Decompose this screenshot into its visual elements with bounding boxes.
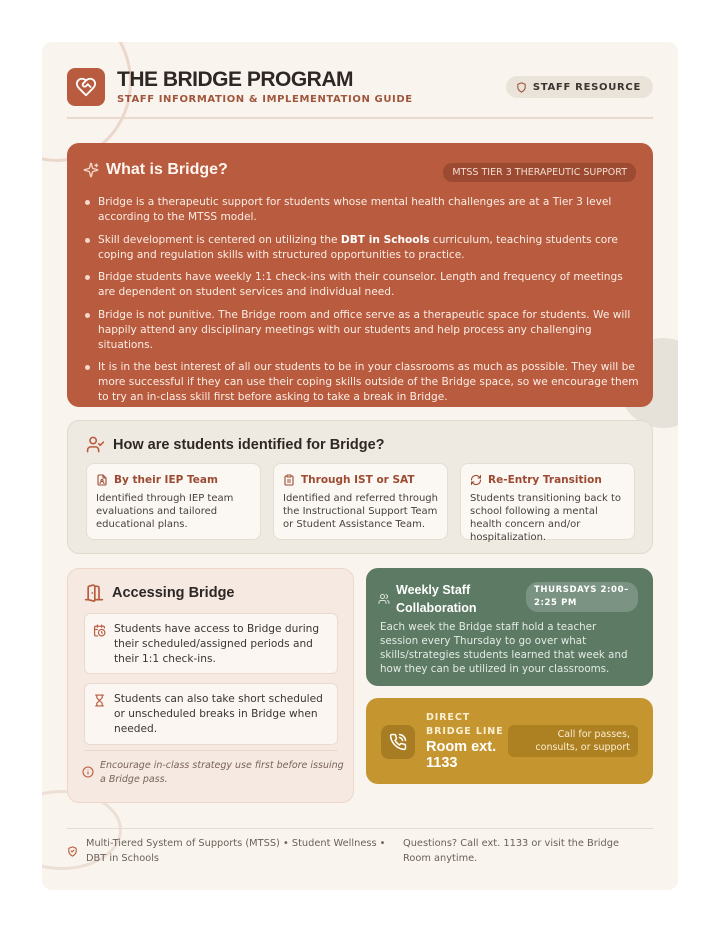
header bbox=[67, 68, 653, 118]
footer-divider bbox=[67, 828, 653, 829]
footer-topics: Multi-Tiered System of Supports (MTSS) • Student Wellness • DBT in Schools bbox=[86, 838, 386, 864]
what-is-bridge-list bbox=[83, 195, 639, 413]
weekly-collaboration-heading bbox=[378, 581, 506, 617]
access-item-breaks-text: Students can also take short scheduled or unscheduled breaks in Bridge when needed. bbox=[114, 693, 323, 735]
identification-card bbox=[67, 420, 653, 554]
dbt-in-schools-emphasis: DBT in Schools bbox=[340, 233, 430, 246]
access-item-scheduled bbox=[84, 613, 338, 674]
shield-icon bbox=[516, 82, 527, 93]
mtss-tier-badge: MTSS TIER 3 THERAPEUTIC SUPPORT bbox=[443, 163, 636, 182]
door-icon bbox=[84, 583, 104, 603]
page-subtitle: STAFF INFORMATION & IMPLEMENTATION GUIDE bbox=[117, 94, 413, 105]
direct-line-extension: Room ext. 1133 bbox=[426, 739, 497, 771]
iep-team-text: Identified through IEP team evaluations and tailored educational plans. bbox=[96, 493, 234, 530]
call-note-badge: Call for passes, consults, or support bbox=[508, 725, 638, 757]
file-user-icon bbox=[96, 474, 108, 486]
sparkles-icon bbox=[83, 162, 99, 178]
accessing-note-text: Encourage in-class strategy use first before issuing a Bridge pass. bbox=[100, 760, 344, 785]
bridge-bullet-3: Bridge students have weekly 1:1 check-ins with their counselor. Length and frequency of meetings are dependent on student services and individual need. bbox=[83, 270, 639, 300]
hourglass-icon bbox=[93, 694, 106, 707]
accessing-divider bbox=[84, 750, 338, 751]
weekly-collaboration-text: Each week the Bridge staff hold a teacher session every Thursday to go over what skills/strategies students learned that week and how they can be utilized in your classrooms. bbox=[380, 621, 628, 675]
weekly-collaboration-title: Weekly Staff Collaboration bbox=[396, 583, 477, 615]
accessing-bridge-card bbox=[67, 568, 354, 803]
identification-title: How are students identified for Bridge? bbox=[113, 436, 385, 453]
clipboard-icon bbox=[283, 474, 295, 486]
access-item-scheduled-text: Students have access to Bridge during their scheduled/assigned periods and their 1:1 check-ins. bbox=[114, 623, 320, 665]
ist-sat-title: Through IST or SAT bbox=[301, 474, 415, 486]
access-item-breaks bbox=[84, 683, 338, 745]
ist-sat-heading bbox=[283, 474, 415, 486]
bridge-bullet-1: Bridge is a therapeutic support for students whose mental health challenges are at a Tier 3 level according to the MTSS model. bbox=[83, 195, 639, 225]
page-title: THE BRIDGE PROGRAM bbox=[117, 68, 354, 91]
direct-line-card bbox=[366, 698, 653, 784]
re-entry-title: Re-Entry Transition bbox=[488, 474, 602, 486]
users-icon bbox=[378, 593, 390, 605]
page bbox=[42, 42, 678, 890]
footer-left bbox=[67, 836, 387, 866]
weekly-collaboration-card bbox=[366, 568, 653, 686]
iep-team-title: By their IEP Team bbox=[114, 474, 218, 486]
staff-resource-badge bbox=[506, 76, 653, 98]
bullet-text: Skill development is centered on utilizing the bbox=[98, 233, 341, 246]
calendar-clock-icon bbox=[93, 624, 106, 637]
info-icon bbox=[82, 766, 94, 778]
staff-resource-label: STAFF RESOURCE bbox=[532, 81, 641, 93]
what-is-bridge-heading bbox=[83, 161, 228, 179]
identification-heading bbox=[86, 435, 385, 454]
bridge-bullet-5: It is in the best interest of all our students to be in your classrooms as much as possible. They will be more successful if they can use their coping skills outside of the Bridge space, so we encourage them to try an in-class skill first before asking to take a break in Bridge. bbox=[83, 360, 639, 405]
direct-line-label: DIRECT BRIDGE LINE bbox=[426, 712, 504, 737]
accessing-bridge-title: Accessing Bridge bbox=[112, 585, 235, 601]
user-check-icon bbox=[86, 435, 105, 454]
shield-heart-icon bbox=[67, 846, 78, 857]
ist-sat-text: Identified and referred through the Instructional Support Team or Student Assistance Team. bbox=[283, 493, 438, 530]
header-divider bbox=[67, 117, 653, 119]
re-entry-text: Students transitioning back to school following a mental health concern and/or hospitalization. bbox=[470, 493, 622, 543]
re-entry-box bbox=[460, 463, 635, 543]
ist-sat-box bbox=[273, 463, 448, 540]
bridge-bullet-4: Bridge is not punitive. The Bridge room and office serve as a therapeutic space for students. We will happily attend any disciplinary meetings with our students and help process any challenging situations. bbox=[83, 308, 639, 353]
refresh-icon bbox=[470, 474, 482, 486]
bullet-text: curriculum, teaching students core coping and regulation skills with structured opportunities to practice. bbox=[98, 233, 618, 261]
phone-icon bbox=[381, 725, 415, 759]
accessing-bridge-heading bbox=[84, 583, 235, 603]
bridge-bullet-2 bbox=[83, 233, 639, 263]
what-is-bridge-title: What is Bridge? bbox=[106, 161, 228, 178]
what-is-bridge-card bbox=[67, 143, 653, 407]
re-entry-heading bbox=[470, 474, 602, 486]
accessing-note bbox=[82, 759, 344, 787]
footer-contact: Questions? Call ext. 1133 or visit the Bridge Room anytime. bbox=[403, 838, 619, 864]
thursday-time-badge: THURSDAYS 2:00–2:25 PM bbox=[526, 582, 638, 612]
heart-handshake-icon bbox=[67, 68, 105, 106]
iep-team-heading bbox=[96, 474, 218, 486]
iep-team-box bbox=[86, 463, 261, 540]
